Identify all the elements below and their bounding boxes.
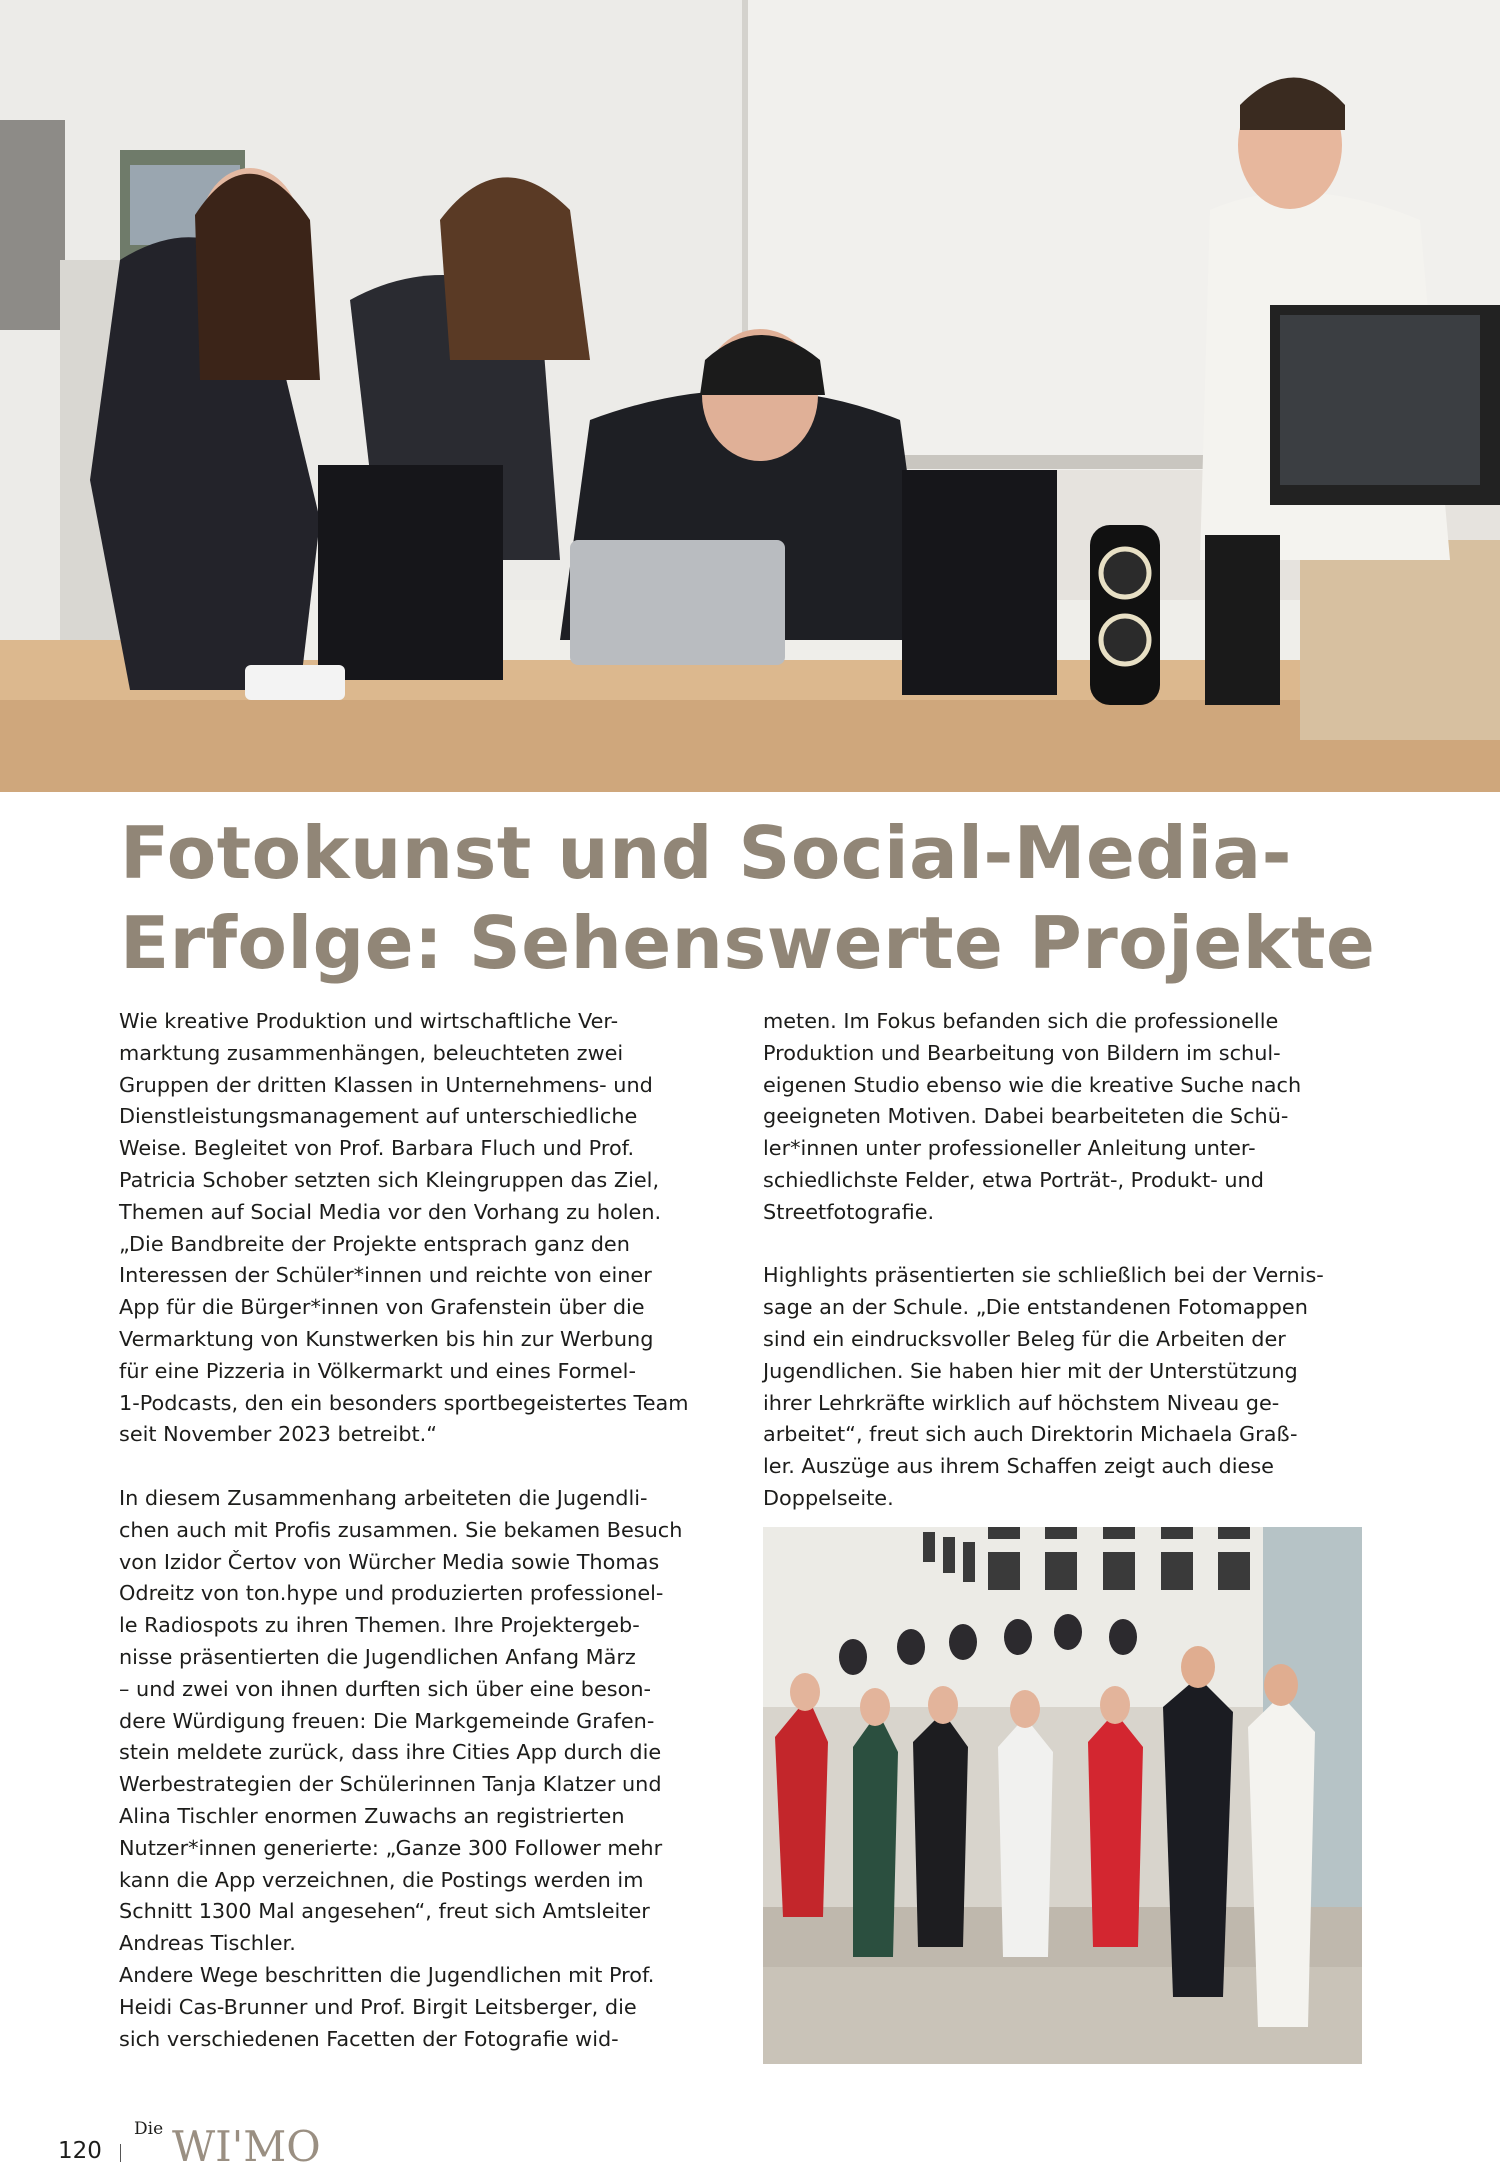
text-line: stein meldete zurück, dass ihre Cities App durch die <box>119 1740 662 1765</box>
text-line: schiedlichste Felder, etwa Porträt-, Produkt- und <box>763 1167 1264 1192</box>
text-line: ihrer Lehrkräfte wirklich auf höchstem Niveau ge- <box>763 1390 1280 1415</box>
text-line: Patricia Schober setzten sich Kleingruppen das Ziel, <box>119 1167 660 1192</box>
text-line: marktung zusammenhängen, beleuchteten zwei <box>119 1040 624 1065</box>
paragraph <box>763 1260 1363 1514</box>
text-line: Interessen der Schüler*innen und reichte von einer <box>119 1263 652 1288</box>
text-line: Highlights präsentierten sie schließlich bei der Vernis- <box>763 1263 1324 1288</box>
text-line: 1-Podcasts, den ein besonders sportbegeistertes Team <box>119 1390 689 1415</box>
wimo-logo-mark <box>134 2112 321 2164</box>
text-line: kann die App verzeichnen, die Postings werden im <box>119 1867 644 1892</box>
text-line: Schnitt 1300 Mal angesehen“, freut sich Amtsleiter <box>119 1899 650 1924</box>
text-line: ler. Auszüge aus ihrem Schaffen zeigt auch diese <box>763 1454 1274 1479</box>
text-line: Streetfotografie. <box>763 1199 935 1224</box>
text-line: ler*innen unter professioneller Anleitung unter- <box>763 1136 1256 1161</box>
hero-photo <box>0 0 1500 792</box>
text-line: Wie kreative Produktion und wirtschaftliche Ver- <box>119 1009 619 1033</box>
logo-small-text: Die <box>134 2119 164 2139</box>
text-line: Nutzer*innen generierte: „Ganze 300 Follower mehr <box>119 1835 663 1860</box>
paragraph <box>119 1483 719 1960</box>
group-photo <box>763 1527 1362 2064</box>
text-line: dere Würdigung freuen: Die Markgemeinde Grafen- <box>119 1708 655 1733</box>
text-line: nisse präsentierten die Jugendlichen Anfang März <box>119 1644 636 1669</box>
text-line: Doppelseite. <box>763 1485 894 1510</box>
text-line: In diesem Zusammenhang arbeiteten die Jugendli- <box>119 1485 648 1510</box>
text-line: arbeitet“, freut sich auch Direktorin Michaela Graß- <box>763 1422 1298 1447</box>
paragraph <box>763 1006 1363 1229</box>
group-photo-illustration <box>763 1527 1362 2064</box>
text-line: sich verschiedenen Facetten der Fotografie wid- <box>119 2026 619 2051</box>
text-line: sage an der Schule. „Die entstandenen Fotomappen <box>763 1295 1308 1320</box>
text-line: Alina Tischler enormen Zuwachs an registrierten <box>119 1803 625 1828</box>
text-line: Produktion und Bearbeitung von Bildern im schul- <box>763 1040 1281 1065</box>
headline-line-2: Erfolge: Sehenswerte Projekte <box>120 901 1376 985</box>
paragraph <box>119 1006 719 1451</box>
text-line: Weise. Begleitet von Prof. Barbara Fluch und Prof. <box>119 1136 635 1161</box>
article-headline <box>120 808 1440 988</box>
text-line: App für die Bürger*innen von Grafenstein über die <box>119 1295 645 1320</box>
text-line: chen auch mit Profis zusammen. Sie bekamen Besuch <box>119 1517 683 1542</box>
text-line: von Izidor Čertov von Würcher Media sowie Thomas <box>119 1549 660 1574</box>
hero-photo-illustration <box>0 0 1500 792</box>
text-line: Andere Wege beschritten die Jugendlichen mit Prof. <box>119 1962 655 1987</box>
text-line: eigenen Studio ebenso wie die kreative Suche nach <box>763 1072 1302 1097</box>
text-line: – und zwei von ihnen durften sich über eine beson- <box>119 1676 652 1701</box>
text-line: le Radiospots zu ihren Themen. Ihre Projektergeb- <box>119 1613 640 1638</box>
text-line: meten. Im Fokus befanden sich die professionelle <box>763 1009 1279 1033</box>
headline-line-1: Fotokunst und Social-Media- <box>120 811 1292 895</box>
text-line: seit November 2023 betreibt.“ <box>119 1422 438 1447</box>
text-line: Werbestrategien der Schülerinnen Tanja Klatzer und <box>119 1772 662 1797</box>
text-line: Dienstleistungsmanagement auf unterschiedliche <box>119 1104 638 1129</box>
wimo-logo <box>134 2112 321 2164</box>
text-line: Odreitz von ton.hype und produzierten professionel- <box>119 1581 664 1606</box>
text-line: für eine Pizzeria in Völkermarkt und eines Formel- <box>119 1358 636 1383</box>
body-column-right <box>763 1006 1363 1515</box>
text-line: Gruppen der dritten Klassen in Unternehmens- und <box>119 1072 653 1097</box>
text-line: sind ein eindrucksvoller Beleg für die Arbeiten der <box>763 1326 1286 1351</box>
text-line: geeigneten Motiven. Dabei bearbeiteten die Schü- <box>763 1104 1289 1129</box>
body-column-left <box>119 1006 719 2055</box>
logo-big-text: WI'MO <box>172 2122 321 2164</box>
text-line: Vermarktung von Kunstwerken bis hin zur Werbung <box>119 1326 654 1351</box>
text-line: Themen auf Social Media vor den Vorhang zu holen. <box>119 1199 662 1224</box>
footer-divider <box>120 2144 121 2162</box>
page-footer <box>58 2112 358 2164</box>
text-line: Andreas Tischler. <box>119 1931 296 1956</box>
text-line: Heidi Cas-Brunner und Prof. Birgit Leitsberger, die <box>119 1994 637 2019</box>
page-number: 120 <box>58 2138 102 2164</box>
text-line: „Die Bandbreite der Projekte entsprach ganz den <box>119 1231 630 1256</box>
paragraph <box>119 1960 719 2055</box>
text-line: Jugendlichen. Sie haben hier mit der Unterstützung <box>763 1358 1298 1383</box>
